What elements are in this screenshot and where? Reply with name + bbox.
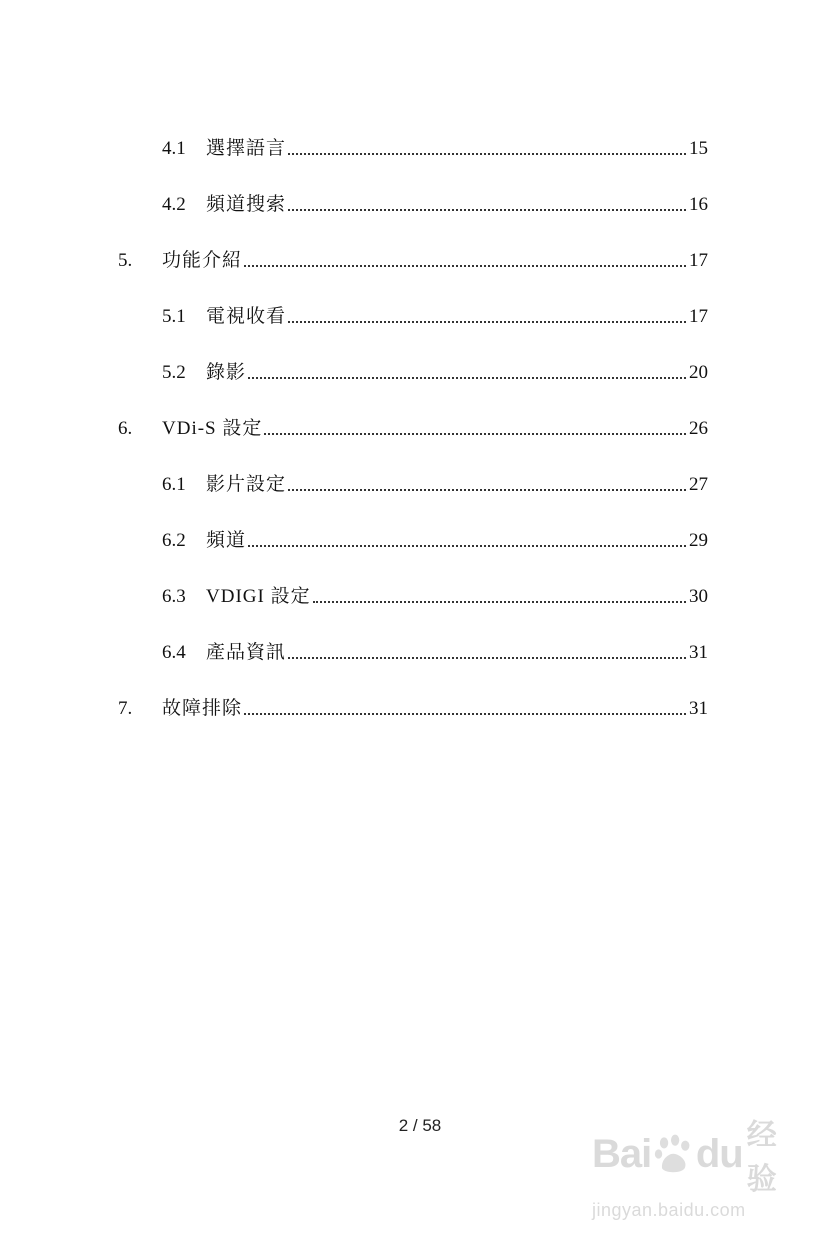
dot-leader [288,152,686,155]
page-indicator: 2 / 58 [398,1116,442,1135]
toc-title: 選擇語言 [206,138,287,159]
watermark-brand-cn: 经验 [746,1118,777,1197]
paw-icon [653,1132,694,1176]
dot-leader [288,488,686,491]
toc-page: 29 [689,530,708,551]
toc-title: 產品資訊 [206,642,287,663]
dot-leader [244,712,686,715]
toc-page: 27 [689,474,708,495]
toc-number: 4.2 [162,194,186,215]
toc-page: 17 [689,306,708,327]
toc-entry[interactable] [162,130,708,160]
toc-entry[interactable] [162,634,708,664]
toc-page: 17 [689,250,708,271]
toc-page: 30 [689,586,708,607]
toc-entry[interactable] [162,578,708,608]
toc-page: 26 [689,418,708,439]
toc-page: 31 [689,698,708,719]
toc-title: 頻道搜索 [206,194,287,215]
toc-entry[interactable] [118,410,708,440]
toc-entry[interactable] [162,466,708,496]
toc-number: 5.2 [162,362,186,383]
toc-title: VDIGI 設定 [206,586,311,607]
toc-number: 6.4 [162,642,186,663]
watermark-brand-suffix: du [695,1131,743,1176]
dot-leader [264,432,686,435]
dot-leader [313,600,686,603]
toc-number: 6. [118,418,133,439]
toc-number: 6.1 [162,474,186,495]
toc-title: 錄影 [206,362,247,383]
toc-entry[interactable] [162,354,708,384]
toc-page: 15 [689,138,708,159]
toc-entry[interactable] [162,186,708,216]
toc-title: 影片設定 [206,474,287,495]
toc-page: 20 [689,362,708,383]
toc-page: 16 [689,194,708,215]
toc-number: 5.1 [162,306,186,327]
watermark-logo [592,1110,802,1198]
toc-page: 31 [689,642,708,663]
dot-leader [288,320,686,323]
watermark-url: jingyan.baidu.com [592,1200,746,1220]
dot-leader [248,544,686,547]
toc-title: 功能介紹 [162,250,243,271]
toc-title: VDi-S 設定 [162,418,263,439]
toc-number: 6.3 [162,586,186,607]
dot-leader [288,208,686,211]
toc-entry[interactable] [162,522,708,552]
toc-number: 6.2 [162,530,186,551]
toc-entry[interactable] [118,242,708,272]
toc-entry[interactable] [162,298,708,328]
dot-leader [248,376,686,379]
watermark-brand: Bai [592,1131,652,1176]
toc-number: 4.1 [162,138,186,159]
toc-entry[interactable] [118,690,708,720]
dot-leader [244,264,686,267]
baidu-watermark [592,1110,802,1220]
dot-leader [288,656,686,659]
toc-number: 7. [118,698,133,719]
toc-title: 電視收看 [206,306,287,327]
toc-title: 故障排除 [162,698,243,719]
toc-title: 頻道 [206,530,247,551]
toc-number: 5. [118,250,133,271]
